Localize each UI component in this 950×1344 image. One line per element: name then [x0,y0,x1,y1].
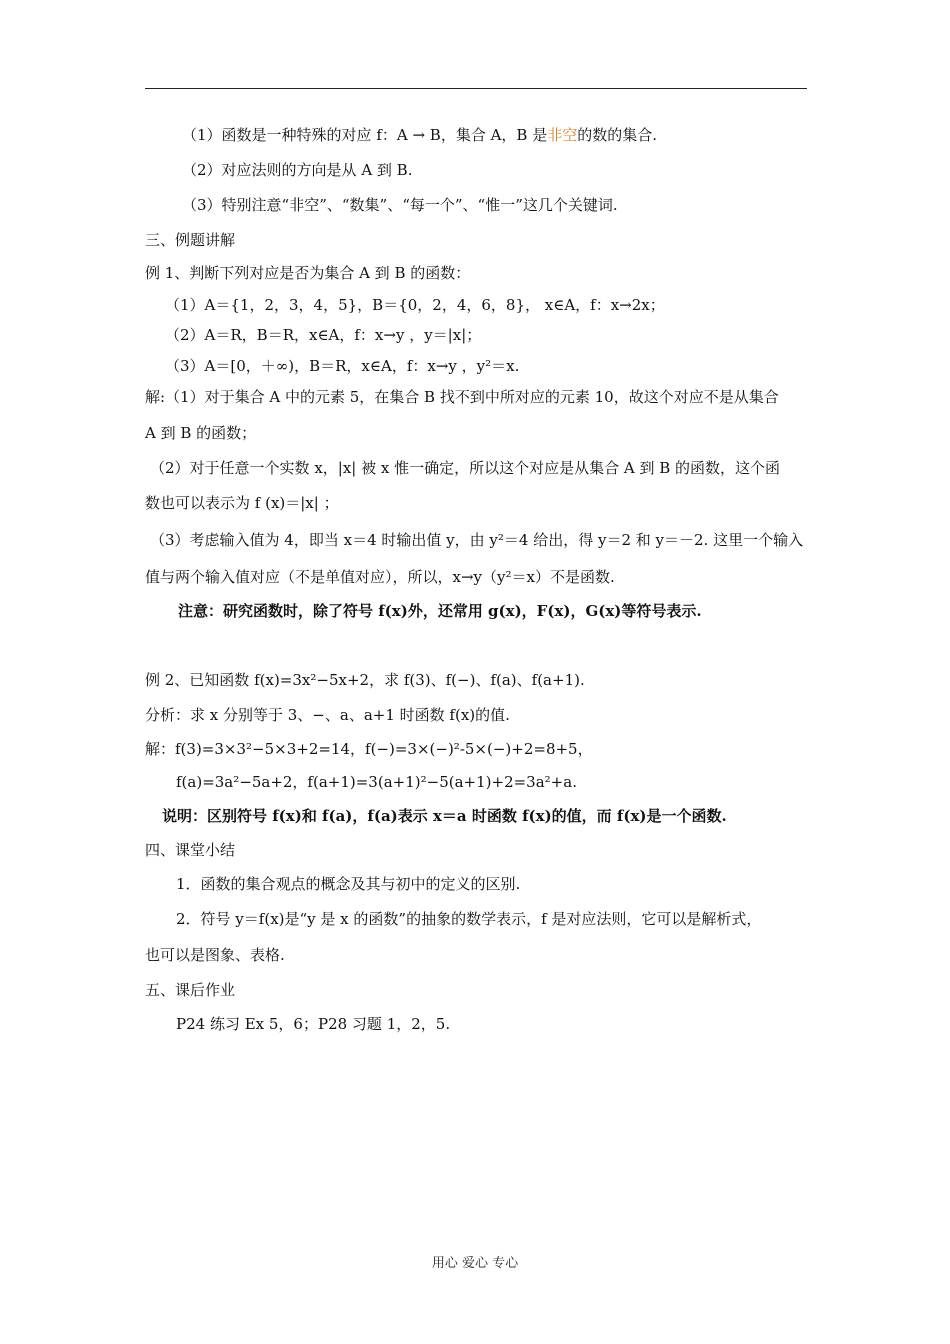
solution-1-part-3b: 值与两个输入值对应（不是单值对应），所以，x→y（y²＝x）不是函数. [145,568,615,586]
example-2-title: 例 2、已知函数 f(x)=3x²−5x+2，求 f(3)、f(−)、f(a)、f(a+1). [145,671,585,689]
note-explanation: 说明：区别符号 f(x)和 f(a)，f(a)表示 x＝a 时函数 f(x)的值，而 f(x)是一个函数. [162,807,727,825]
example-2-solution-a: 解：f(3)=3×3²−5×3+2=14，f(−)=3×(−)²-5×(−)+2=8+5， [145,740,593,758]
note-2: （2）对应法则的方向是从 A 到 B. [182,161,413,179]
solution-1-part-1b: A 到 B 的函数； [145,424,257,442]
section-heading-homework: 五、课后作业 [145,981,236,999]
section-heading-examples: 三、例题讲解 [145,231,236,249]
example-1-item-1: （1）A＝{1，2，3，4，5}，B＝{0，2，4，6，8}， x∈A，f：x→2x； [165,296,665,314]
solution-1-part-2b: 数也可以表示为 f (x)＝|x| ； [145,494,339,512]
note-attention: 注意：研究函数时，除了符号 f(x)外，还常用 g(x)，F(x)，G(x)等符号表示. [178,602,702,620]
header-rule [145,88,807,89]
page-footer: 用心 爱心 专心 [431,1256,519,1271]
homework-item: P24 练习 Ex 5，6；P28 习题 1，2，5. [176,1015,451,1033]
summary-item-2a: 2．符号 y＝f(x)是“y 是 x 的函数”的抽象的数学表示，f 是对应法则，它可以是解析式， [176,910,762,928]
solution-1-part-1a: 解:（1）对于集合 A 中的元素 5，在集合 B 找不到中所对应的元素 10，故这个对应不是从集合 [145,388,779,406]
note-1: （1）函数是一种特殊的对应 f：A → B，集合 A，B 是非空的数的集合. [182,126,658,144]
solution-1-part-3a: （3）考虑输入值为 4，即当 x＝4 时输出值 y，由 y²＝4 给出，得 y＝2 和 y＝－2. 这里一个输入 [150,531,804,549]
note-3: （3）特别注意“非空”、“数集”、“每一个”、“惟一”这几个关键词. [182,196,618,214]
section-heading-summary: 四、课堂小结 [145,841,236,859]
example-1-title: 例 1、判断下列对应是否为集合 A 到 B 的函数： [145,264,471,282]
example-1-item-3: （3）A＝[0，＋∞)，B＝R，x∈A，f：x→y ，y²＝x. [165,357,520,375]
example-1-item-2: （2）A＝R，B＝R，x∈A，f：x→y ，y＝|x|； [165,326,482,344]
example-2-analysis: 分析：求 x 分别等于 3、−、a、a+1 时函数 f(x)的值. [145,706,510,724]
highlight-nonempty: 非空 [547,126,578,144]
summary-item-1: 1．函数的集合观点的概念及其与初中的定义的区别. [176,875,521,893]
example-2-solution-b: f(a)=3a²−5a+2，f(a+1)=3(a+1)²−5(a+1)+2=3a²+a. [176,773,577,791]
summary-item-2b: 也可以是图象、表格. [145,946,285,964]
solution-1-part-2a: （2）对于任意一个实数 x，|x| 被 x 惟一确定，所以这个对应是从集合 A 到 B 的函数，这个函 [150,459,781,477]
